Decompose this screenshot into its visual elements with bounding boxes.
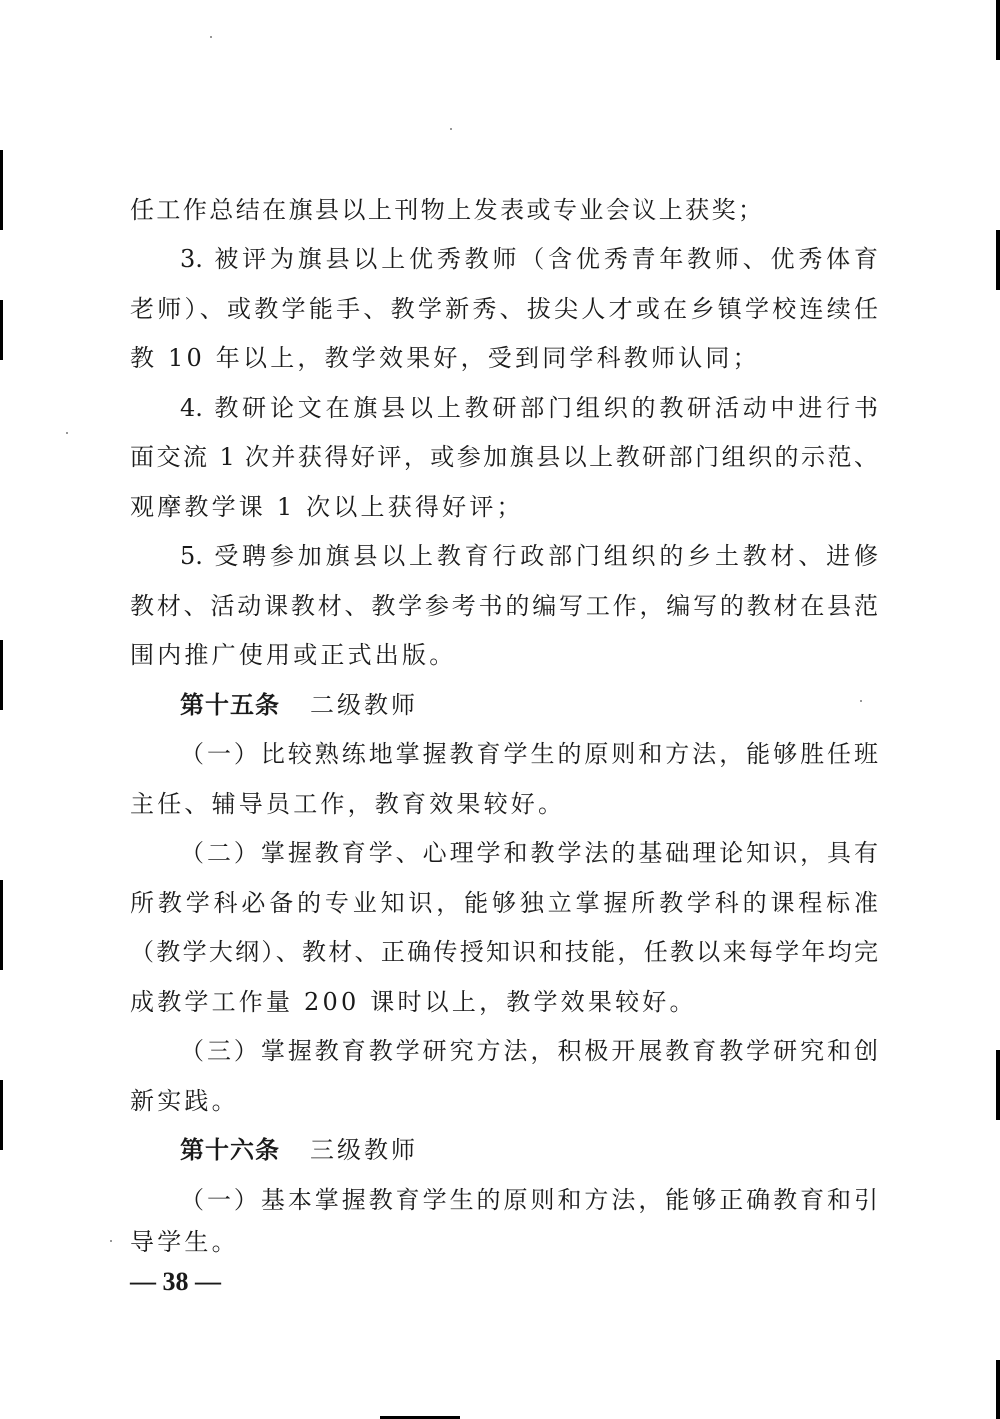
scan-edge-right [996, 230, 1000, 290]
scan-edge-left [0, 640, 3, 710]
text-line: （三）掌握教育教学研究方法，积极开展教育教学研究和创 [180, 1037, 878, 1065]
scan-edge-left [0, 150, 3, 230]
scan-edge-right [996, 1050, 1000, 1120]
scan-speck [860, 700, 862, 702]
scan-speck [210, 36, 212, 38]
text-line: 教材、活动课教材、教学参考书的编写工作，编写的教材在县范 [130, 592, 878, 620]
text-line: （教学大纲）、教材、正确传授知识和技能，任教以来每学年均完 [130, 938, 878, 966]
scan-speck [66, 432, 68, 434]
scan-edge-left [0, 880, 3, 970]
scan-edge-left [0, 1080, 3, 1150]
text-line: 教 10 年以上，教学效果好，受到同学科教师认同； [130, 344, 760, 372]
article-title: 二级教师 [310, 691, 418, 719]
article-title: 三级教师 [310, 1136, 418, 1164]
text-line: 面交流 1 次并获得好评，或参加旗县以上教研部门组织的示范、 [130, 443, 878, 471]
article-heading [180, 1130, 418, 1170]
text-line: 4. 教研论文在旗县以上教研部门组织的教研活动中进行书 [180, 394, 878, 422]
text-line: 3. 被评为旗县以上优秀教师（含优秀青年教师、优秀体育 [180, 245, 878, 273]
article-heading [180, 685, 418, 725]
scan-edge-right [996, 1360, 1000, 1419]
text-line: 主任、辅导员工作，教育效果较好。 [130, 790, 566, 818]
text-line: 导学生。 [130, 1228, 239, 1256]
article-number: 第十六条 [180, 1136, 280, 1164]
text-line: 观摩教学课 1 次以上获得好评； [130, 493, 524, 521]
text-line: （一）比较熟练地掌握教育学生的原则和方法，能够胜任班 [180, 740, 878, 768]
text-line: 老师）、或教学能手、教学新秀、拔尖人才或在乡镇学校连续任 [130, 295, 878, 323]
text-line: 成教学工作量 200 课时以上，教学效果较好。 [130, 988, 697, 1016]
scan-speck [450, 128, 452, 130]
article-number: 第十五条 [180, 691, 280, 719]
text-line: 任工作总结在旗县以上刊物上发表或专业会议上获奖； [130, 196, 762, 224]
page-number: — 38 — [130, 1267, 221, 1296]
text-line: （二）掌握教育学、心理学和教学法的基础理论知识，具有 [180, 839, 878, 867]
text-line: 5. 受聘参加旗县以上教育行政部门组织的乡土教材、进修 [180, 542, 878, 570]
scan-edge-right [996, 0, 1000, 60]
text-line: 所教学科必备的专业知识，能够独立掌握所教学科的课程标准 [130, 889, 878, 917]
text-line: 围内推广使用或正式出版。 [130, 641, 457, 669]
text-line: （一）基本掌握教育学生的原则和方法，能够正确教育和引 [180, 1186, 878, 1214]
scan-speck [110, 1240, 112, 1242]
scan-edge-left [0, 300, 3, 360]
text-line: 新实践。 [130, 1087, 239, 1115]
